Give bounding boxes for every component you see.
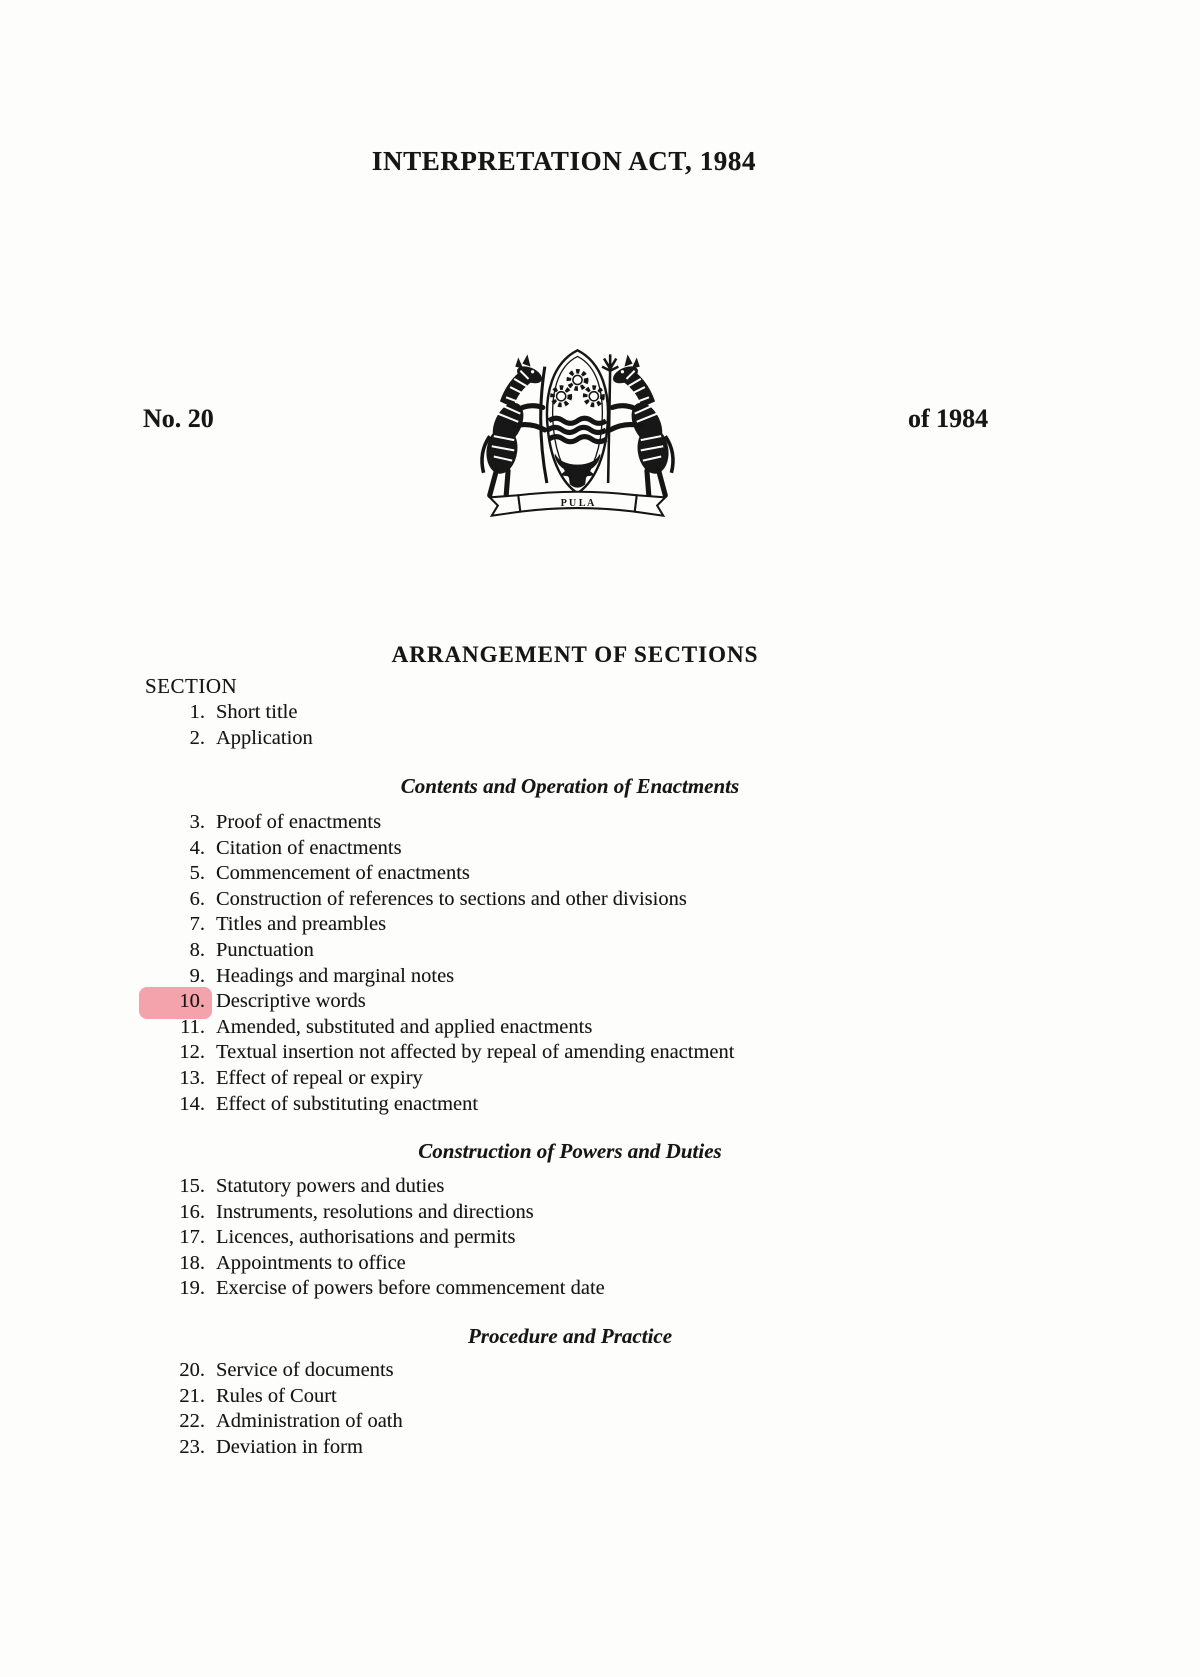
toc-item-label: Citation of enactments [216, 836, 402, 859]
toc-item [145, 1358, 1065, 1384]
toc-item [145, 1384, 1065, 1410]
toc-item-label: Deviation in form [216, 1435, 363, 1458]
toc-item-number: 12. [179, 1041, 205, 1064]
zebra-right [610, 354, 673, 497]
toc-item-label: Amended, substituted and applied enactments [216, 1015, 593, 1038]
toc-item [145, 1092, 1065, 1118]
toc-item-number: 21. [179, 1384, 205, 1407]
toc-item [145, 700, 1065, 726]
toc-item [145, 1040, 1065, 1066]
toc-item-number: 4. [189, 836, 205, 859]
toc-item-label: Titles and preambles [216, 913, 387, 936]
toc-item-number: 20. [179, 1359, 205, 1381]
toc-item-number: 6. [189, 887, 205, 910]
act-number: No. 20 [143, 404, 214, 433]
group-heading-powers-and-duties: Construction of Powers and Duties [418, 1139, 722, 1163]
toc-item-number: 16. [179, 1200, 205, 1223]
document-title: INTERPRETATION ACT, 1984 [371, 146, 757, 176]
toc-item-number: 11. [180, 1015, 205, 1038]
tusk-icon [541, 367, 547, 483]
toc-item [145, 1251, 1065, 1277]
toc-item [145, 726, 1065, 752]
toc-item [145, 1409, 1065, 1435]
toc-item-number: 3. [189, 811, 205, 833]
toc-item [145, 836, 1065, 862]
toc-item-number: 13. [179, 1066, 205, 1089]
toc-group-list-3 [145, 1358, 1065, 1460]
toc-item-label: Headings and marginal notes [216, 964, 455, 987]
toc-item-highlighted [145, 989, 1065, 1015]
toc-item [145, 1066, 1065, 1092]
toc-intro-list [145, 700, 1065, 751]
toc-item-label: Effect of substituting enactment [216, 1092, 479, 1115]
toc-item-label: Descriptive words [216, 990, 366, 1013]
toc-item-label: Appointments to office [216, 1251, 406, 1274]
toc-item [145, 887, 1065, 913]
toc-item-label: Short title [216, 701, 298, 723]
toc-item-number-highlight: 10. [139, 987, 212, 1019]
toc-item-number: 8. [189, 938, 205, 961]
toc-item-label: Instruments, resolutions and directions [216, 1200, 534, 1223]
group-heading-contents-and-operation: Contents and Operation of Enactments [400, 774, 740, 798]
toc-item-number: 1. [189, 701, 205, 723]
toc-item-label: Rules of Court [216, 1384, 337, 1407]
toc-item-label: Textual insertion not affected by repeal of amending enactment [216, 1041, 735, 1064]
toc-item-number: 18. [179, 1251, 205, 1274]
toc-item-number: 15. [179, 1175, 205, 1197]
toc-item [145, 1435, 1065, 1461]
zebra-left [482, 354, 545, 497]
toc-item-number: 22. [179, 1410, 205, 1433]
toc-item-number: 9. [189, 964, 205, 987]
toc-item-number: 14. [179, 1092, 205, 1115]
toc-item-label: Service of documents [216, 1359, 394, 1381]
toc-item-number: 23. [179, 1435, 205, 1458]
toc-item-number: 5. [189, 862, 205, 885]
toc-item-label: Statutory powers and duties [216, 1175, 445, 1197]
toc-item [145, 938, 1065, 964]
toc-item-label: Proof of enactments [216, 811, 382, 833]
toc-item-number: 7. [189, 913, 205, 936]
toc-item-number: 19. [179, 1277, 205, 1300]
botswana-coat-of-arms [455, 340, 700, 524]
toc-item [145, 1200, 1065, 1226]
toc-group-list-2 [145, 1174, 1065, 1302]
motto-text: P U L A [560, 498, 595, 510]
act-year: of 1984 [908, 404, 989, 433]
group-heading-procedure-and-practice: Procedure and Practice [467, 1324, 673, 1348]
toc-item [145, 861, 1065, 887]
toc-item [145, 912, 1065, 938]
toc-item [145, 1174, 1065, 1200]
toc-item-label: Punctuation [216, 938, 314, 961]
toc-group-list-1 [145, 810, 1065, 1117]
toc-item-label: Licences, authorisations and permits [216, 1226, 516, 1249]
toc-item-label: Application [216, 726, 313, 749]
arrangement-heading: ARRANGEMENT OF SECTIONS [391, 642, 759, 667]
toc-item [145, 1015, 1065, 1041]
toc-item-label: Construction of references to sections and other divisions [216, 887, 687, 910]
toc-item-label: Effect of repeal or expiry [216, 1066, 423, 1089]
toc-item-label: Administration of oath [216, 1410, 403, 1433]
toc-item [145, 810, 1065, 836]
toc-item [145, 1276, 1065, 1302]
toc-item [145, 964, 1065, 990]
toc-item-number: 2. [189, 726, 205, 749]
toc-item-label: Exercise of powers before commencement date [216, 1277, 605, 1300]
toc-item [145, 1225, 1065, 1251]
section-label: SECTION [145, 674, 238, 698]
toc-item-number: 17. [179, 1226, 205, 1249]
toc-item-label: Commencement of enactments [216, 862, 470, 885]
